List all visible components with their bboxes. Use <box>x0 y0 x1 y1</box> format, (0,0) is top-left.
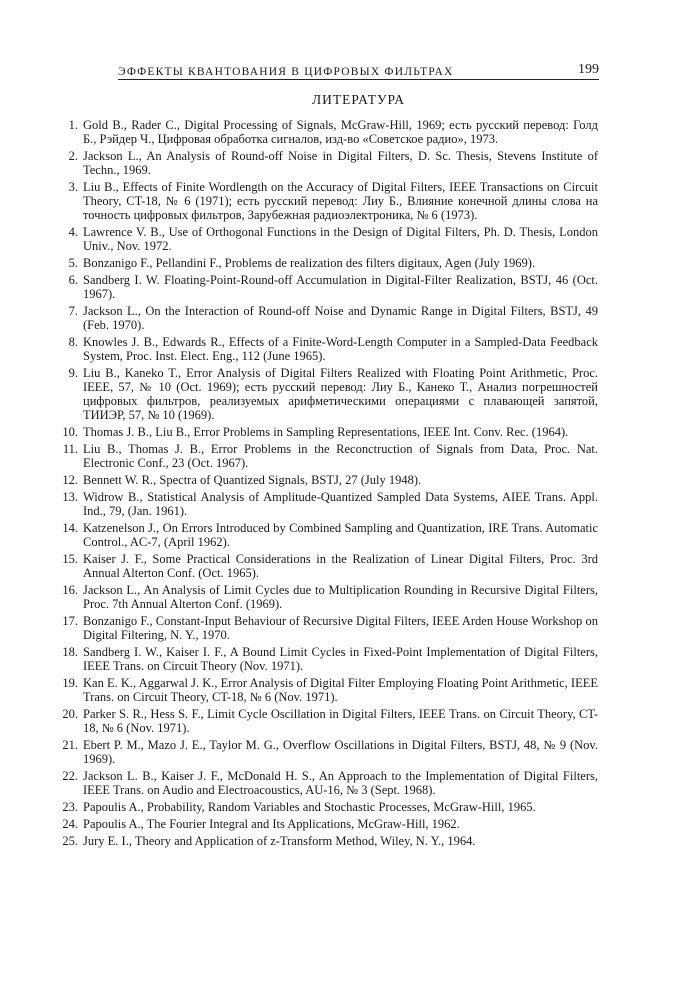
reference-number: 12. <box>62 473 78 487</box>
reference-number: 18. <box>62 645 78 659</box>
reference-number: 15. <box>62 552 78 566</box>
reference-item <box>58 817 598 831</box>
reference-item <box>58 769 598 797</box>
reference-text: Jackson L., On the Interaction of Round-off Noise and Dynamic Range in Digital Filters, BSTJ, 49 (Feb. 1970). <box>83 304 598 332</box>
reference-item <box>58 473 598 487</box>
reference-number: 19. <box>62 676 78 690</box>
reference-text: Bonzanigo F., Constant-Input Behaviour of Recursive Digital Filters, IEEE Arden House Workshop on Digital Filtering, N. Y., 1970. <box>83 614 598 642</box>
reference-item <box>58 366 598 422</box>
reference-number: 25. <box>62 834 78 848</box>
reference-item <box>58 225 598 253</box>
reference-number: 11. <box>62 442 78 456</box>
reference-list <box>58 118 598 851</box>
reference-text: Jackson L. B., Kaiser J. F., McDonald H. S., An Approach to the Implementation of Digital Filters, IEEE Trans. on Audio and Electroacoustics, AU-16, № 3 (Sept. 1968). <box>83 769 598 797</box>
reference-number: 20. <box>62 707 78 721</box>
reference-text: Sandberg I. W. Floating-Point-Round-off Accumulation in Digital-Filter Realization, BSTJ, 46 (Oct. 1967). <box>83 273 598 301</box>
reference-text: Thomas J. B., Liu B., Error Problems in Sampling Representations, IEEE Int. Conv. Rec. (1964). <box>83 425 569 439</box>
reference-item <box>58 800 598 814</box>
reference-text: Parker S. R., Hess S. F., Limit Cycle Oscillation in Digital Filters, IEEE Trans. on Circuit Theory, CT-18, № 6 (Nov. 1971). <box>83 707 598 735</box>
reference-text: Bennett W. R., Spectra of Quantized Signals, BSTJ, 27 (July 1948). <box>83 473 422 487</box>
reference-text: Kan E. K., Aggarwal J. K., Error Analysis of Digital Filter Employing Floating Point Arithmetic, IEEE Trans. on Circuit Theory, CT-18, № 6 (Nov. 1971). <box>83 676 598 704</box>
reference-text: Gold B., Rader C., Digital Processing of Signals, McGraw-Hill, 1969; есть русский перевод: Голд Б., Рэйдер Ч., Цифровая обработка сигналов, изд-во «Советское радио», 1973. <box>83 118 598 146</box>
reference-text: Lawrence V. B., Use of Orthogonal Functions in the Design of Digital Filters, Ph. D. Thesis, London Univ., Nov. 1972. <box>83 225 598 253</box>
reference-text: Jury E. I., Theory and Application of z-Transform Method, Wiley, N. Y., 1964. <box>83 834 476 848</box>
reference-number: 10. <box>62 425 78 439</box>
reference-number: 5. <box>68 256 78 270</box>
reference-number: 13. <box>62 490 78 504</box>
reference-number: 1. <box>68 118 78 132</box>
reference-item <box>58 707 598 735</box>
reference-item <box>58 180 598 222</box>
reference-item <box>58 304 598 332</box>
reference-number: 7. <box>68 304 78 318</box>
reference-item <box>58 256 598 270</box>
reference-item <box>58 335 598 363</box>
reference-text: Katzenelson J., On Errors Introduced by Combined Sampling and Quantization, IRE Trans. Automatic Control., AC-7, (April 1962). <box>83 521 598 549</box>
running-head <box>118 56 599 80</box>
reference-number: 4. <box>68 225 78 239</box>
reference-item <box>58 583 598 611</box>
reference-text: Jackson L., An Analysis of Round-off Noise in Digital Filters, D. Sc. Thesis, Stevens Institute of Techn., 1969. <box>83 149 598 177</box>
reference-text: Widrow B., Statistical Analysis of Amplitude-Quantized Sampled Data Systems, AIEE Trans. Appl. Ind., 79, (Jan. 1961). <box>83 490 598 518</box>
reference-text: Liu B., Thomas J. B., Error Problems in the Reconctruction of Signals from Data, Proc. Nat. Electronic Conf., 23 (Oct. 1967). <box>83 442 598 470</box>
reference-number: 17. <box>62 614 78 628</box>
reference-item <box>58 834 598 848</box>
reference-number: 3. <box>68 180 78 194</box>
reference-text: Kaiser J. F., Some Practical Considerations in the Realization of Linear Digital Filters, Proc. 3rd Annual Alterton Conf. (Oct. 1965). <box>83 552 598 580</box>
reference-text: Papoulis A., Probability, Random Variables and Stochastic Processes, McGraw-Hill, 1965. <box>83 800 536 814</box>
reference-item <box>58 614 598 642</box>
reference-item <box>58 521 598 549</box>
reference-number: 9. <box>68 366 78 380</box>
reference-number: 14. <box>62 521 78 535</box>
reference-text: Papoulis A., The Fourier Integral and Its Applications, McGraw-Hill, 1962. <box>83 817 460 831</box>
running-title: ЭФФЕКТЫ КВАНТОВАНИЯ В ЦИФРОВЫХ ФИЛЬТРАХ <box>118 66 454 78</box>
reference-number: 8. <box>68 335 78 349</box>
reference-text: Sandberg I. W., Kaiser I. F., A Bound Limit Cycles in Fixed-Point Implementation of Digital Filters, IEEE Trans. on Circuit Theory (Nov. 1971). <box>83 645 598 673</box>
reference-text: Ebert P. M., Mazo J. E., Taylor M. G., Overflow Oscillations in Digital Filters, BSTJ, 48, № 9 (Nov. 1969). <box>83 738 598 766</box>
reference-number: 2. <box>68 149 78 163</box>
reference-item <box>58 738 598 766</box>
reference-text: Jackson L., An Analysis of Limit Cycles due to Multiplication Rounding in Recursive Digital Filters, Proc. 7th Annual Alterton Conf. (1969). <box>83 583 598 611</box>
page-number: 199 <box>578 62 599 77</box>
reference-item <box>58 490 598 518</box>
reference-text: Liu B., Kaneko T., Error Analysis of Digital Filters Realized with Floating Point Arithmetic, Proc. IEEE, 57, № 10 (Oct. 1969); есть русский перевод: Лиу Б., Канеко Т., Анализ погрешностей цифровых фильтров, реализуемых арифметическими операциями с плавающей запятой, ТИИЭР, 57, № 10 (1969). <box>83 366 598 422</box>
reference-item <box>58 273 598 301</box>
reference-text: Bonzanigo F., Pellandini F., Problems de realization des filters digitaux, Agen (July 1969). <box>83 256 536 270</box>
reference-number: 22. <box>62 769 78 783</box>
reference-number: 23. <box>62 800 78 814</box>
reference-text: Knowles J. B., Edwards R., Effects of a Finite-Word-Length Computer in a Sampled-Data Feedback System, Proc. Inst. Elect. Eng., 112 (June 1965). <box>83 335 598 363</box>
reference-item <box>58 645 598 673</box>
reference-number: 24. <box>62 817 78 831</box>
reference-text: Liu B., Effects of Finite Wordlength on the Accuracy of Digital Filters, IEEE Transactions on Circuit Theory, CT-18, № 6 (1971); есть русский перевод: Лиу Б., Влияние конечной длины слова на точность цифровых фильтров, Зарубежная радиоэлектроника, № 6 (1973). <box>83 180 598 222</box>
reference-item <box>58 442 598 470</box>
reference-item <box>58 425 598 439</box>
reference-item <box>58 118 598 146</box>
reference-number: 16. <box>62 583 78 597</box>
reference-item <box>58 676 598 704</box>
reference-number: 6. <box>68 273 78 287</box>
reference-item <box>58 149 598 177</box>
reference-item <box>58 552 598 580</box>
section-title: ЛИТЕРАТУРА <box>311 92 406 107</box>
reference-number: 21. <box>62 738 78 752</box>
